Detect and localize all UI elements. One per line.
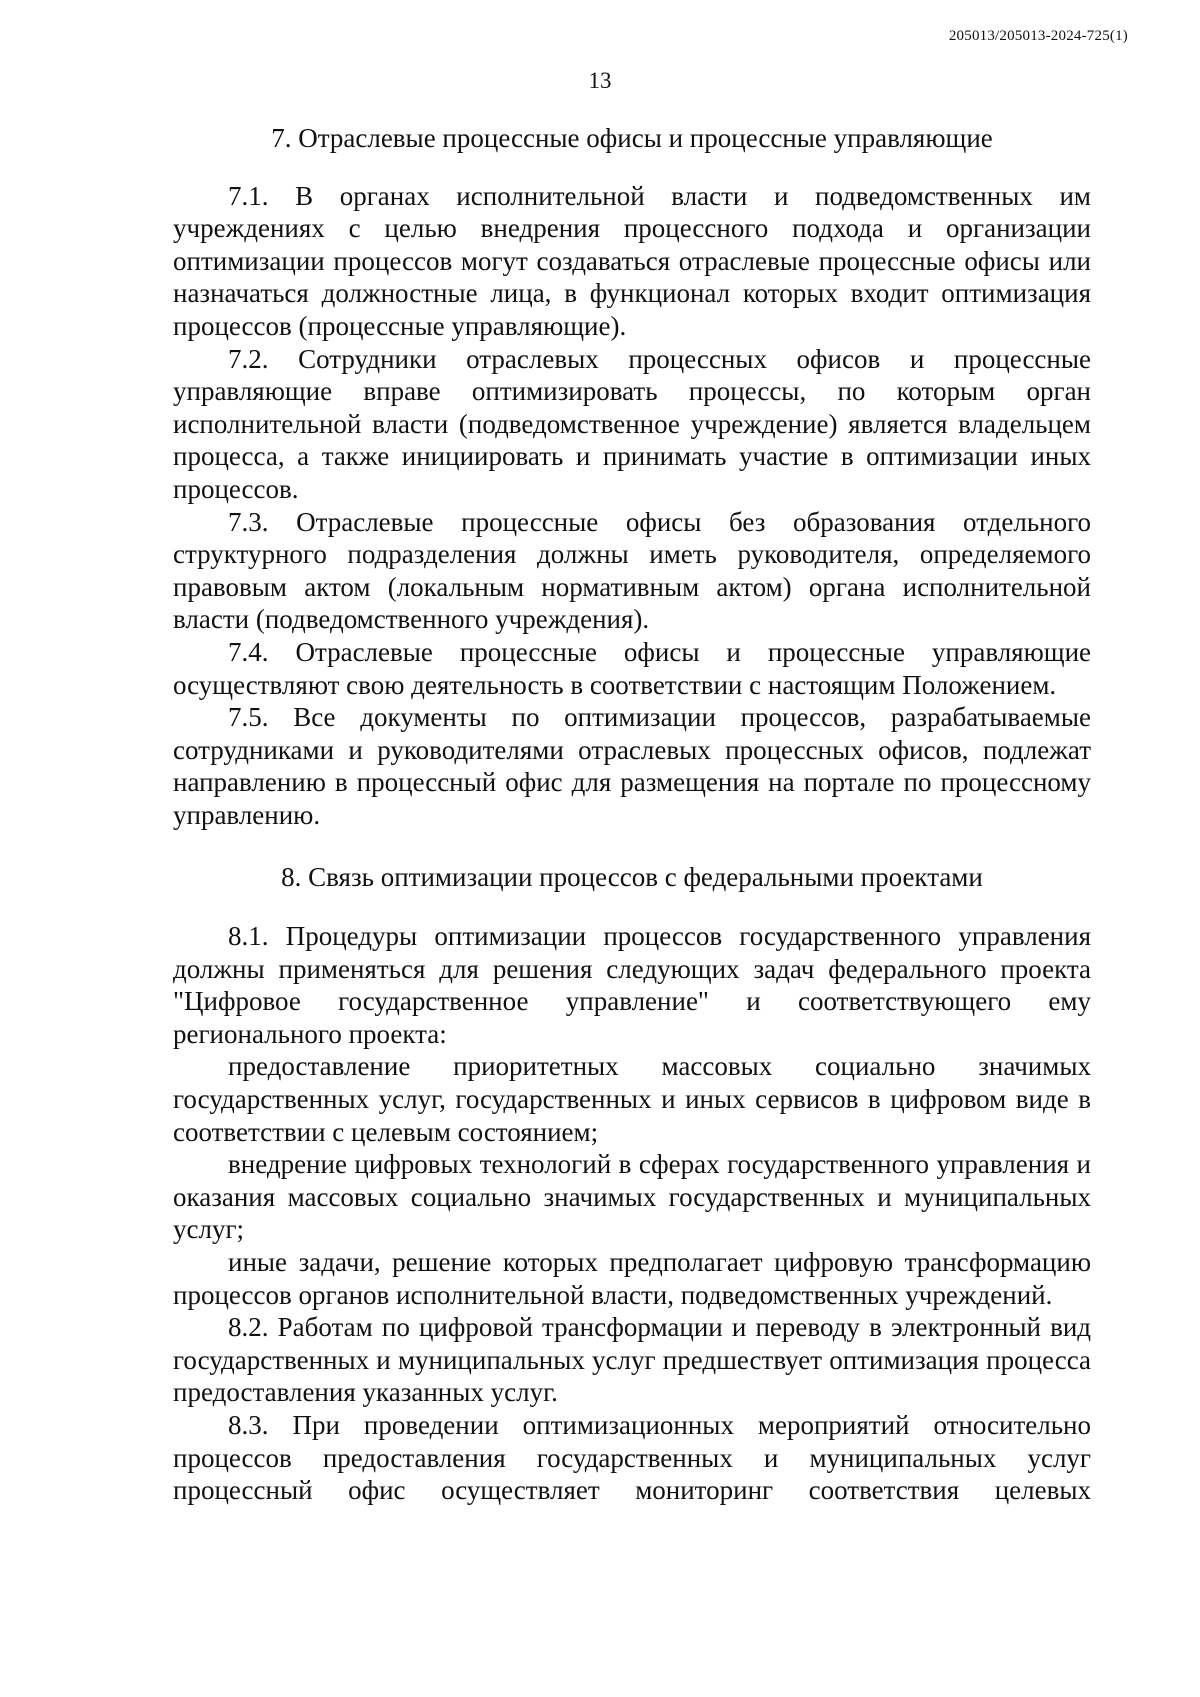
list-item-8-1-c: иные задачи, решение которых предполагает цифровую трансформацию процессов органов исполнительной власти, подведомственных учреждений. [173, 1247, 1091, 1310]
paragraph-7-5: 7.5. Все документы по оптимизации процессов, разрабатываемые сотрудниками и руководителями отраслевых процессных офисов, подлежат направлению в процессный офис для размещения на портале по процессному управлению. [173, 702, 1091, 830]
document-body [173, 122, 1091, 1507]
paragraph-7-1: 7.1. В органах исполнительной власти и подведомственных им учреждениях с целью внедрения процессного подхода и организации оптимизации процессов могут создаваться отраслевые процессные офисы или назначаться должностные лица, в функционал которых входит оптимизация процессов (процессные управляющие). [173, 180, 1091, 341]
paragraph-7-3: 7.3. Отраслевые процессные офисы без образования отдельного структурного подразделения должны иметь руководителя, определяемого правовым актом (локальным нормативным актом) органа исполнительной власти (подведомственного учреждения). [173, 506, 1091, 635]
paragraph-8-2: 8.2. Работам по цифровой трансформации и переводу в электронный вид государственных и муниципальных услуг предшествует оптимизация процесса предоставления указанных услуг. [173, 1312, 1091, 1408]
page-number: 13 [588, 68, 612, 93]
paragraph-8-3: 8.3. При проведении оптимизационных мероприятий относительно процессов предоставления государственных и муниципальных услуг процессный офис осуществляет мониторинг соответствия целевых [173, 1409, 1091, 1506]
section-7-heading: 7. Отраслевые процессные офисы и процессные управляющие [271, 123, 993, 153]
document-id: 205013/205013-2024-725(1) [948, 28, 1128, 44]
section-8-heading: 8. Связь оптимизации процессов с федеральными проектами [281, 862, 983, 893]
paragraph-8-1: 8.1. Процедуры оптимизации процессов государственного управления должны применяться для решения следующих задач федерального проекта "Цифровое государственное управление" и соответствующего ему регионального проекта: [173, 921, 1091, 1049]
list-item-8-1-a: предоставление приоритетных массовых социально значимых государственных услуг, государственных и иных сервисов в цифровом виде в соответствии с целевым состоянием; [173, 1051, 1091, 1147]
paragraph-7-2: 7.2. Сотрудники отраслевых процессных офисов и процессные управляющие вправе оптимизировать процессы, по которым орган исполнительной власти (подведомственное учреждение) является владельцем процесса, а также инициировать и принимать участие в оптимизации иных процессов. [173, 343, 1091, 504]
paragraph-7-4: 7.4. Отраслевые процессные офисы и процессные управляющие осуществляют свою деятельность в соответствии с настоящим Положением. [173, 636, 1091, 700]
list-item-8-1-b: внедрение цифровых технологий в сферах государственного управления и оказания массовых социально значимых государственных и муниципальных услуг; [173, 1149, 1091, 1245]
